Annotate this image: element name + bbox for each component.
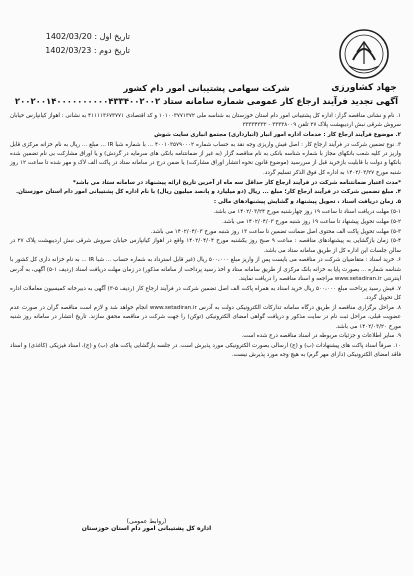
signature-text: اداره کل پشتیبانی امور دام استان خوزستان bbox=[81, 525, 212, 532]
paragraph-10: ۱۰. صرفاً اسناد پاکت های پیشنهادات (ب) و (ج) ارسالی بصورت الکترونیکی مورد پذیرش است. در جلسه بازگشایی پاکت های (ب) و (ج)، اسناد فیزیکی (کاغذی) و اسناد فاقد امضای الکترونیکی (دارای مهر گرم) به هیچ وجه مورد پذیرش نیست. bbox=[10, 343, 401, 359]
logo-text: جهاد کشاورزی bbox=[331, 83, 397, 93]
notice-title: آگهی تجدید فرآیند ارجاع کار عمومی شماره سامانه ستاد ۲۰۰۲۰۰۱۴۰۰۰۰۰۰۰۰۰۰۴۳۳۴۰۰۲۰۰۲ bbox=[14, 97, 399, 107]
date-block bbox=[10, 30, 130, 58]
paragraph-2: ۲. موضوع فرآیند ارجاع کار : خدمات اداره امور انبار (انبارداری) مجتمع انباری سایت شوش bbox=[154, 132, 401, 139]
second-date: تاریخ دوم : 1402/03/23 bbox=[45, 46, 130, 55]
first-date: تاریخ اول : 1402/03/20 bbox=[45, 32, 130, 41]
public-relations-label: (روابط عمومی) bbox=[126, 518, 167, 525]
company-title: شرکت سهامی پشتیبانی امور دام کشور bbox=[123, 84, 290, 94]
paragraph-3: ۳. نوع تضمین شرکت در فرآیند ارجاع کار : اصل فیش واریزی وجه نقد به حساب شماره ۴۰۰۱۰۳۵۷۹۰۰۰۲ ... با شماره شبا IR ... مبلغ ... ریال به نام خزانه مرکزی قابل واریز در کلیه شعب بانکهای مجاز با شماره شناسه بانکی به نام مناقصه گزار (به غیر از ضمانتنامه بانکی های سرمایه در گردش) و یا اوراق مشارکت بی نام تضمین شده بانکها و دولت با قابلیت بازخرید قبل از سررسید (موضوع قانون نحوه انتشار اوراق مشارکت) یا ضمن درج در سامانه ستاد در پاکت الف لاک و مهر شده تا ساعت ۱۲ روز شنبه مورخ ۱۴۰۲/۰۳/۲۷ به اداره کل فوق الذکر تسلیم گردد. bbox=[10, 141, 401, 176]
paragraph-1: ۱. نام و نشانی مناقصه گزار: اداره کل پشتیبانی امور دام استان خوزستان به شناسه ملی ۱۰۱۰۰۳۷۷۱۳۷۲ و کد اقتصادی ۴۱۱۱۱۳۶۷۳۷۷۱ به نشانی : اهواز کیانپارس خیابان سروش شرقی نبش اردیبهشت پلاک ۲۷ تلفن ۳۳۳۳۸۰۰۹ - ۳۳۳۳۴۳۳۲ bbox=[10, 113, 401, 129]
paragraph-5-1: ۵-۱) مهلت دریافت اسناد تا ساعت ۱۹ روز چهارشنبه مورخ ۱۴۰۲/۰۳/۲۴ می باشد. bbox=[213, 208, 401, 215]
paragraph-5-4: ۵-۴) زمان بازگشایی به پیشنهادهای مناقصه : ساعت ۹ صبح روز یکشنبه مورخ ۱۴۰۲/۰۴/۰۴ واقع در اهواز کیانپارس خیابان سروش شرقی نبش اردیبهشت پلاک ۲۷ در سالن جلسات این اداره کل از طریق سامانه ستاد می باشد. bbox=[10, 238, 401, 254]
signature-block bbox=[0, 518, 293, 532]
paragraph-5-2: ۵-۲) مهلت تحویل پیشنهاد تا ساعت ۱۹ روز شنبه مورخ ۱۴۰۲/۰۴/۰۳ می باشد. bbox=[221, 218, 401, 225]
paragraph-5: ۵. زمان دریافت اسناد ، تحویل پیشنهاد و گشایش پیشنهادهای مالی : bbox=[213, 199, 401, 206]
paragraph-7: ۷. فیش رسید پرداخت مبلغ ۵۰۰،۰۰۰ ریال خرید اسناد به همراه پاکت الف اصل تضمین شرکت در فرآیند ارجاع کار (ردیف ۵-۳) آگهی به دبیرخانه کمیسیون معاملات اداره کل تحویل گردد. bbox=[10, 285, 401, 302]
paragraph-6: ۶. خرید اسناد : متقاضیان شرکت در مناقصه می بایست پس از واریز مبلغ ۵۰۰،۰۰۰ ریال (غیر قابل استرداد به شماره حساب ... شبا IR ... به نام خزانه داری کل کشور با شناسه شماره ... بصورت پایا به خزانه بانک مرکزی از طریق سامانه ستاد و اخذ رسید پرداخت از سامانه مذکور) در زمان مهلت دریافت اسناد (ردیف ۱-۵) آگهی، به آدرس اینترنتی www.setadiran.ir مراجعه و اسناد مناقصه را دریافت نمایند. bbox=[10, 257, 401, 283]
paragraph-8: ۸. مراحل برگزاری مناقصه از طریق درگاه سامانه تدارکات الکترونیکی دولت به آدرس www.setadiran.ir انجام خواهد شد و لازم است مناقصه گران در صورت عدم عضویت قبلی، مراحل ثبت نام در سایت مذکور و دریافت گواهی امضای الکترونیکی (توکن) را جهت شرکت در مناقصه محقق سازند. تاریخ انتشار در سامانه روز شنبه مورخ ۱۴۰۲/۰۳/۲۰ می باشد. bbox=[10, 304, 401, 330]
guarantee-note: *مدت اعتبار ضمانتنامه شرکت در فرآیند ارجاع کار حداقل سه ماه از آخرین تاریخ ارائه پیشنهاد در سامانه ستاد می باشد* bbox=[72, 179, 401, 186]
paragraph-5-3: ۵-۳) مهلت تحویل پاکت الف محتوی اصل ضمانت تضمین تا ساعت ۱۳ روز شنبه مورخ ۱۴۰۲/۰۴/۰۳ می باشد. bbox=[150, 228, 401, 235]
paragraph-4: ۴. مبلغ تضمین شرکت در فرآیند ارجاع کار؛ مبلغ ... ریال (دو میلیارد و پانصد میلیون ریال) با نام اداره کل پشتیبانی امور دام استان خوزستان. bbox=[15, 189, 401, 196]
paragraph-9: ۹. سایر اطلاعات و جزئیات مربوطه در اسناد مناقصه درج شده است. bbox=[241, 333, 401, 340]
notice-body bbox=[10, 112, 401, 361]
